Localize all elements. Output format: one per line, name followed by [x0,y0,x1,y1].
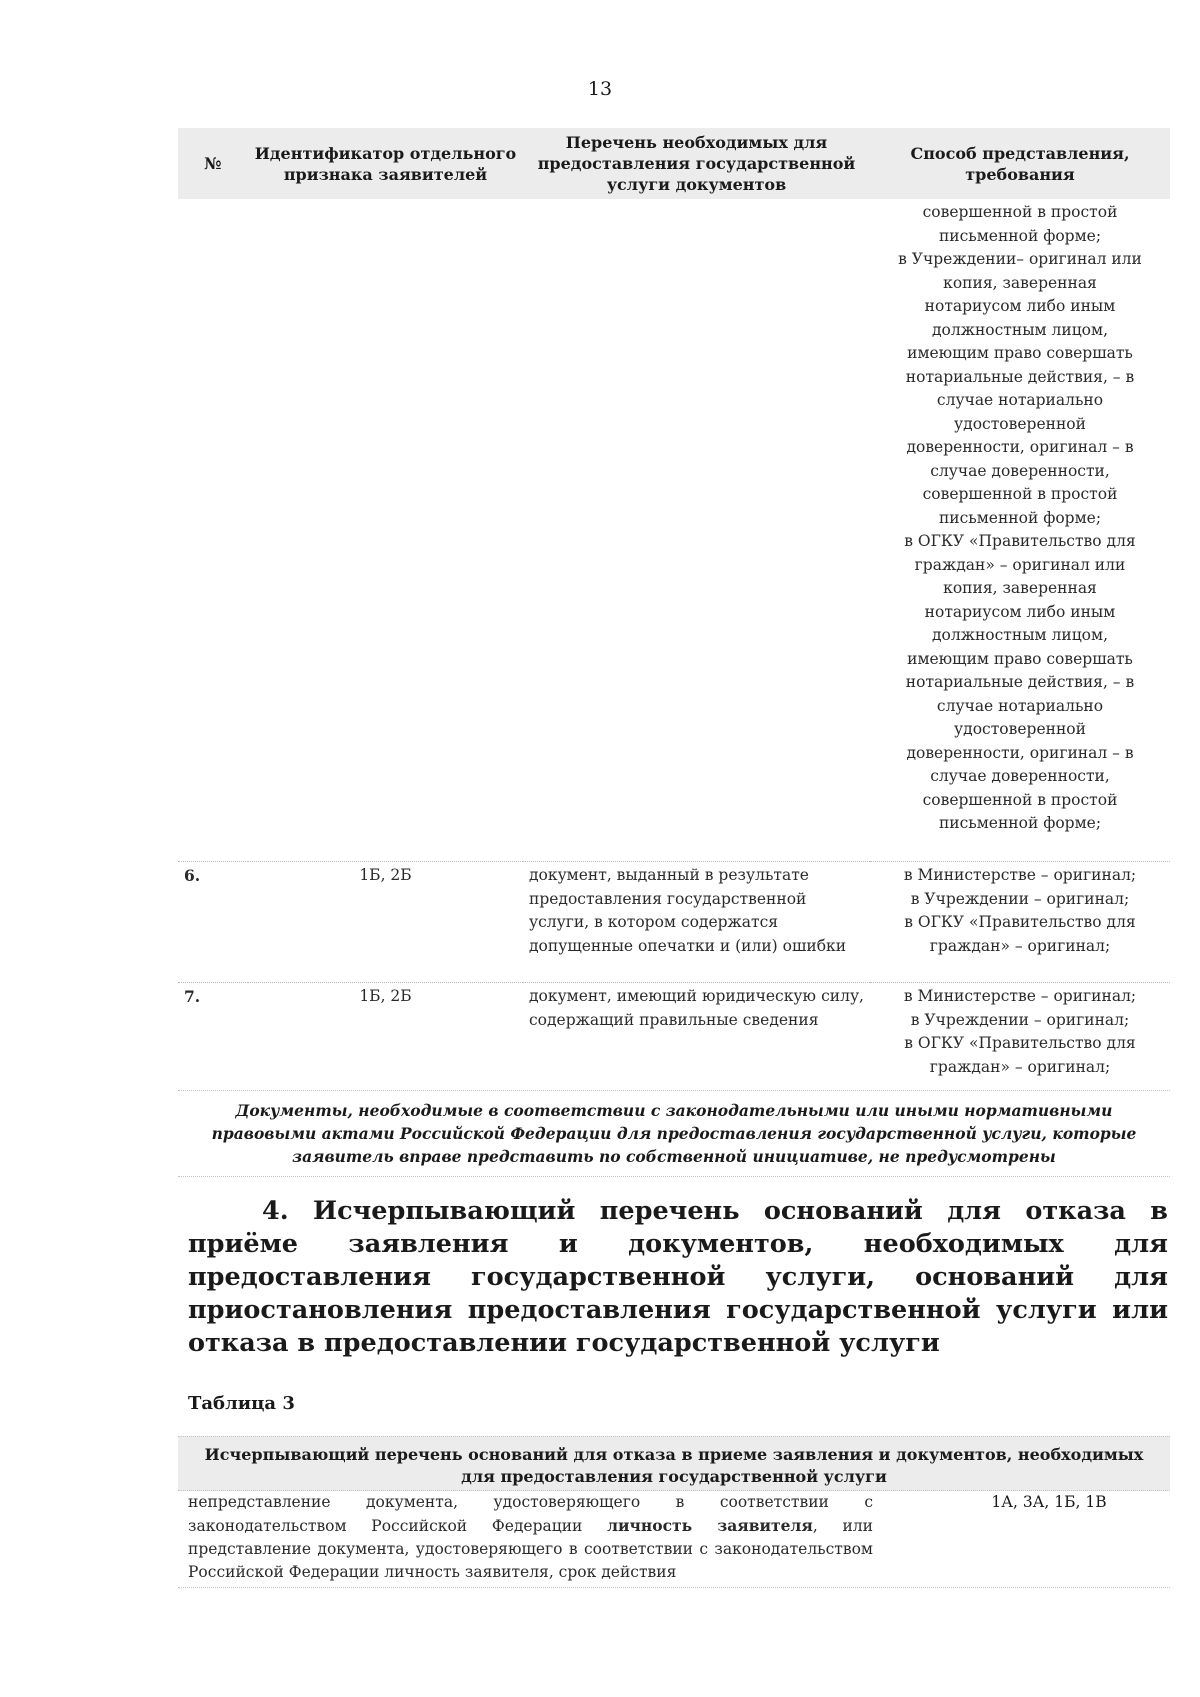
header-requirements: Способ представления, требования [870,128,1170,199]
documents-table [178,128,1170,1093]
requirement-line: в ОГКУ «Правительство для [904,1034,1136,1052]
requirement-line: нотариальные действия, – в [905,367,1135,386]
refusal-text-bold: личность заявителя [607,1516,813,1535]
cell-requirements [870,199,1170,862]
row-number: 7. [178,983,248,1094]
requirement-line: случае доверенности, [930,461,1110,480]
refusal-table-row [178,1491,1170,1588]
requirement-line: копия, заверенная [943,579,1097,597]
requirement-line: письменной форме; [938,508,1102,527]
header-identifier: Идентификатор отдельного признака заявителей [248,128,523,199]
row-requirements [870,862,1170,983]
header-documents: Перечень необходимых для предоставления государственной услуги документов [523,128,870,199]
requirement-line: в Учреждении – оригинал; [910,889,1130,908]
row-document: документ, выданный в результате предоставления государственной услуги, в котором содержатся допущенные опечатки и (или) ошибки [523,862,870,983]
documents-table-header [178,128,1170,199]
requirement-line: в Министерстве – оригинал; [903,866,1137,884]
requirement-line: в Учреждении– оригинал или [898,250,1142,268]
cell-document [523,199,870,862]
page-number: 13 [587,78,613,100]
requirement-line: в ОГКУ «Правительство для [904,913,1136,931]
requirement-line: имеющим право совершать [907,344,1133,362]
requirement-line: нотариусом либо иным [924,297,1116,315]
requirement-line: граждан» – оригинал или [914,555,1126,574]
refusal-ground-codes: 1А, 3А, 1Б, 1В [991,1493,1107,1511]
requirement-line: совершенной в простой [922,790,1118,809]
row-identifier: 1Б, 2Б [248,862,523,983]
table-row [178,862,1170,983]
requirement-line: совершенной в простой [922,485,1118,503]
requirement-line: письменной форме; [938,226,1102,245]
cell-num [178,199,248,862]
requirement-line: должностным лицом, [931,626,1108,644]
refusal-text-part: непредставление документа, удостоверяющего в соответствии с законодательством Российской Федерации [188,1493,873,1535]
requirement-line: граждан» – оригинал; [929,936,1111,955]
header-num: № [178,128,248,199]
refusal-text-part: , или представление документа, удостоверяющего в соответствии с законодательством Российской Федерации личность заявителя, срок действия [188,1517,873,1581]
requirement-line: копия, заверенная [943,273,1097,292]
section-heading: 4. Исчерпывающий перечень оснований для отказа в приёме заявления и документов, необходимых для предоставления государственной услуги, оснований для приостановления предоставления государственной услуги или отказа в предоставлении государственной услуги [188,1196,1168,1358]
requirement-line: в Учреждении – оригинал; [910,1010,1130,1029]
requirement-line: должностным лицом, [931,320,1108,339]
requirement-line: случае нотариально [936,391,1104,409]
requirement-line: случае доверенности, [930,767,1110,785]
requirement-line: в ОГКУ «Правительство для [904,532,1136,550]
table-row-continuation [178,199,1170,862]
refusal-table-header: Исчерпывающий перечень оснований для отказа в приеме заявления и документов, необходимых для предоставления государственной услуги [178,1436,1170,1491]
refusal-ground-text [188,1491,873,1584]
requirement-line: нотариальные действия, – в [905,673,1135,691]
requirement-line: доверенности, оригинал – в [906,438,1134,456]
table-label: Таблица 3 [188,1393,295,1414]
requirement-line: случае нотариально [936,696,1104,715]
row-identifier: 1Б, 2Б [248,983,523,1094]
row-number: 6. [178,862,248,983]
requirement-line: совершенной в простой [922,203,1118,221]
requirement-line: граждан» – оригинал; [929,1057,1111,1076]
requirement-line: нотариусом либо иным [924,602,1116,621]
requirement-line: доверенности, оригинал – в [906,743,1134,762]
requirement-line: письменной форме; [938,814,1102,832]
row-requirements [870,983,1170,1094]
optional-documents-note: Документы, необходимые в соответствии с законодательными или иными нормативными правовыми актами Российской Федерации для предоставления государственной услуги, которые заявитель вправе представить по собственной инициативе, не предусмотрены [178,1090,1170,1177]
requirement-line: удостоверенной [954,414,1086,433]
requirement-line: в Министерстве – оригинал; [903,987,1137,1005]
cell-identifier [248,199,523,862]
requirement-line: имеющим право совершать [907,649,1133,668]
table-row [178,983,1170,1094]
requirement-line: удостоверенной [954,720,1086,738]
row-document: документ, имеющий юридическую силу, содержащий правильные сведения [523,983,870,1094]
